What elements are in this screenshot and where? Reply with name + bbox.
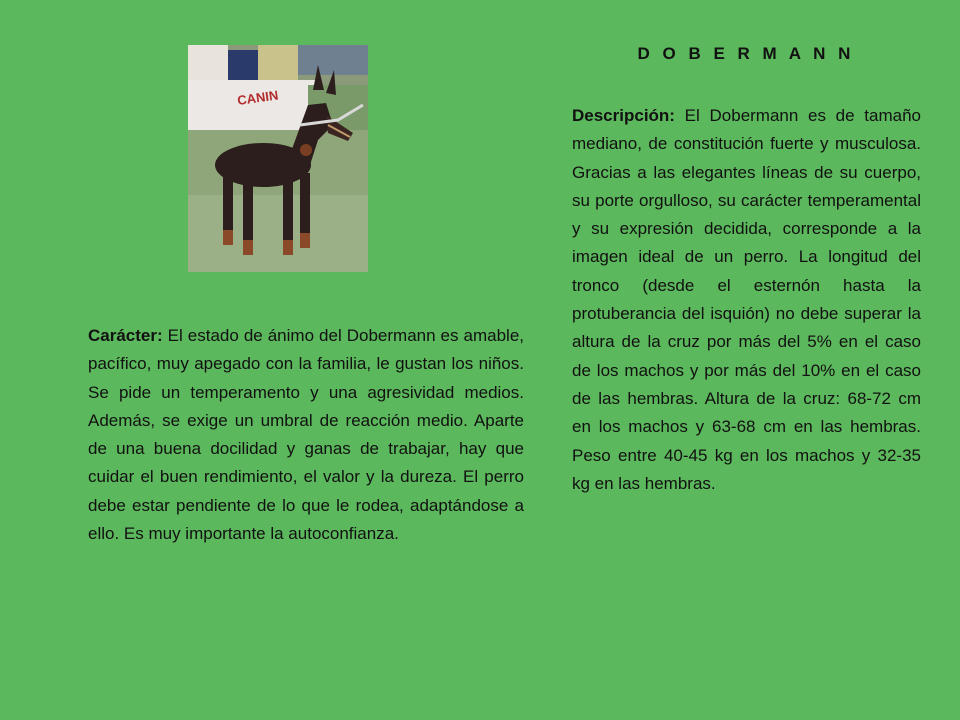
character-label: Carácter: bbox=[88, 326, 163, 345]
description-text: El Dobermann es de tamaño mediano, de constitución fuerte y musculosa. Gracias a las elegantes líneas de su cuerpo, su porte orgulloso, su carácter temperamental y su expresión decidida, corresponde a la imagen ideal de un perro. La longitud del tronco (desde el esternón hasta la protuberancia del isquión) no debe superar la altura de la cruz por más del 5% en el caso de los machos y por más del 10% en el caso de las hembras. Altura de la cruz: 68-72 cm en los machos y 63-68 cm en las hembras. Peso entre 40-45 kg en los machos y 32-35 kg en las hembras. bbox=[572, 106, 921, 493]
description-paragraph bbox=[572, 102, 921, 498]
page-title: D O B E R M A N N bbox=[637, 44, 855, 63]
character-paragraph bbox=[88, 322, 524, 548]
dobermann-dog-icon bbox=[188, 45, 368, 272]
description-label: Descripción: bbox=[572, 106, 675, 125]
character-text: El estado de ánimo del Dobermann es amable, pacífico, muy apegado con la familia, le gustan los niños. Se pide un temperamento y una agresividad medios. Además, se exige un umbral de reacción medio. Aparte de una buena docilidad y ganas de trabajar, hay que cuidar el buen rendimiento, el valor y la dureza. El perro debe estar pendiente de lo que le rodea, adaptándose a ello. Es muy importante la autoconfianza. bbox=[88, 326, 524, 544]
dobermann-photo bbox=[188, 45, 368, 272]
banner-text: CANIN bbox=[236, 87, 280, 108]
